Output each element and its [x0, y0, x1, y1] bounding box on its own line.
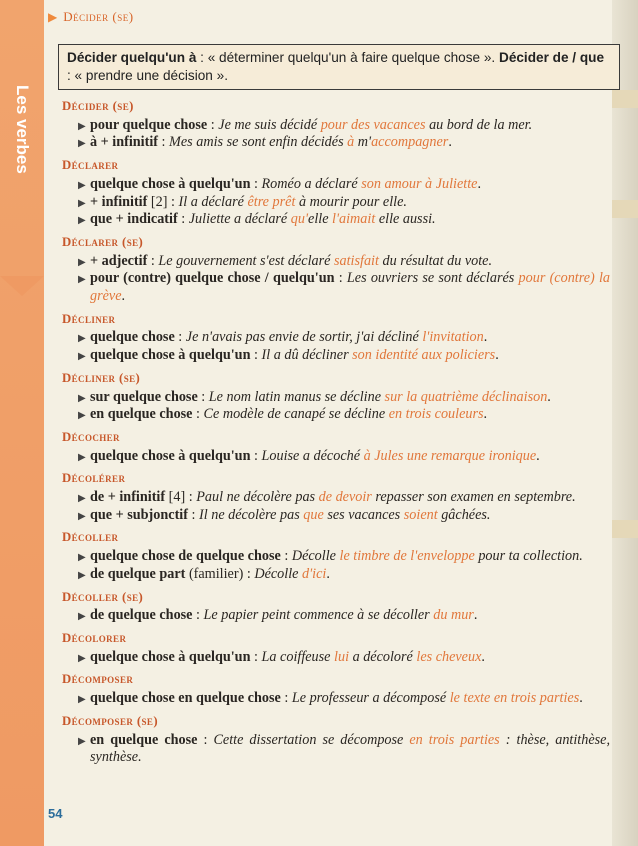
- example-text: Louise a décoché: [261, 447, 364, 464]
- construction-line: [62, 690, 610, 708]
- example-text: Mes amis se sont enfin décidés: [169, 134, 348, 151]
- construction: en quelque chose: [90, 731, 198, 748]
- construction-line: [62, 566, 610, 584]
- bullet-triangle-icon: ▶: [78, 735, 86, 747]
- example-text: Il ne décolère pas: [199, 506, 304, 523]
- construction: de quelque part: [90, 565, 186, 582]
- example-highlight: être prêt: [247, 193, 296, 210]
- example-text: Le nom latin manus se décline: [208, 388, 385, 405]
- example-highlight: son identité aux policiers: [352, 347, 496, 364]
- entry-headword: Décliner (se): [62, 370, 141, 385]
- entry-headword: Décomposer: [62, 672, 134, 687]
- construction: quelque chose en quelque chose: [90, 690, 281, 707]
- bullet-triangle-icon: ▶: [78, 493, 86, 505]
- entry-headword: Déclarer: [62, 158, 119, 173]
- construction: de + infinitif: [90, 489, 166, 506]
- separator-text: .: [579, 690, 583, 707]
- dictionary-entry: [62, 713, 610, 767]
- example-highlight: l'aimait: [332, 211, 376, 228]
- example-text: Les ouvriers se sont déclarés: [346, 270, 519, 287]
- separator-text: :: [197, 388, 209, 405]
- construction-line: [62, 329, 610, 347]
- construction: que + indicatif: [90, 211, 178, 228]
- example-highlight: à Jules une remarque ironique: [363, 447, 537, 464]
- definition-text-1: : « déterminer quelqu'un à faire quelque chose ».: [196, 50, 499, 65]
- dictionary-entry: [62, 311, 610, 365]
- construction-line: [62, 489, 610, 507]
- entry-headword: Décolorer: [62, 630, 127, 645]
- example-text: ses vacances: [323, 506, 404, 523]
- separator-text: [2] :: [147, 193, 179, 210]
- example-text: au bord de la mer.: [425, 116, 533, 133]
- side-tab: [0, 0, 44, 846]
- adjacent-page-edge: [612, 0, 638, 846]
- example-highlight: le texte en trois parties: [449, 690, 580, 707]
- construction-line: [62, 176, 610, 194]
- bullet-triangle-icon: ▶: [78, 215, 86, 227]
- separator-text: [4] :: [165, 489, 197, 506]
- dictionary-entry: [62, 370, 610, 424]
- construction-line: [62, 732, 610, 767]
- example-text: Il a dû décliner: [261, 347, 353, 364]
- example-highlight: les cheveux: [416, 648, 482, 665]
- construction: en quelque chose: [90, 406, 193, 423]
- separator-text: .: [495, 347, 499, 364]
- entries-list: [62, 98, 610, 772]
- example-highlight: de devoir: [318, 489, 372, 506]
- example-text: Le gouvernement s'est déclaré: [158, 252, 334, 269]
- construction-line: [62, 211, 610, 229]
- separator-text: (familier) :: [185, 565, 255, 582]
- example-text: m': [354, 134, 372, 151]
- construction: + infinitif: [90, 193, 148, 210]
- separator-text: .: [121, 288, 126, 305]
- example-text: Le professeur a décomposé: [291, 690, 450, 707]
- example-highlight: que: [303, 506, 324, 523]
- entry-headword: Décider (se): [62, 99, 134, 113]
- separator-text: :: [250, 347, 262, 364]
- construction: quelque chose à quelqu'un: [90, 648, 251, 665]
- bullet-triangle-icon: ▶: [78, 274, 86, 286]
- definition-text-2: : « prendre une décision ».: [67, 68, 228, 83]
- construction-line: [62, 134, 610, 152]
- separator-text: .: [483, 329, 488, 346]
- example-highlight: pour des vacances: [320, 116, 426, 133]
- separator-text: :: [250, 447, 262, 464]
- separator-text: .: [473, 607, 478, 624]
- example-highlight: soient: [403, 506, 438, 523]
- construction: pour (contre) quelque chose / quelqu'un: [90, 270, 335, 287]
- separator-text: :: [147, 252, 159, 269]
- page-number: 54: [48, 806, 63, 821]
- example-text: repasser son examen en septembre.: [371, 489, 576, 506]
- example-text: a décoloré: [349, 648, 417, 665]
- construction-line: [62, 406, 610, 424]
- dictionary-entry: [62, 470, 610, 524]
- bullet-triangle-icon: ▶: [78, 569, 86, 581]
- construction-line: [62, 117, 610, 135]
- example-text: Je me suis décidé: [218, 116, 321, 133]
- separator-text: :: [174, 329, 186, 346]
- example-highlight: accompagner: [371, 134, 449, 151]
- arrow-icon: ▶: [48, 9, 58, 24]
- example-highlight: en trois parties: [409, 731, 500, 748]
- bullet-triangle-icon: ▶: [78, 694, 86, 706]
- separator-text: :: [192, 607, 204, 624]
- entry-headword: Déclarer (se): [62, 234, 144, 249]
- entry-headword: Décoller (se): [62, 589, 144, 604]
- construction: + adjectif: [90, 252, 148, 269]
- separator-text: :: [280, 548, 292, 565]
- entry-headword: Décolérer: [62, 471, 126, 486]
- definition-term-1: Décider quelqu'un à: [67, 50, 197, 65]
- separator-text: :: [192, 406, 204, 423]
- separator-text: :: [207, 116, 219, 133]
- example-text: La coiffeuse: [261, 648, 335, 665]
- bullet-triangle-icon: ▶: [78, 179, 86, 191]
- construction: que + subjonctif: [90, 506, 188, 523]
- separator-text: :: [280, 690, 292, 707]
- construction: de quelque chose: [90, 607, 193, 624]
- bullet-triangle-icon: ▶: [78, 351, 86, 363]
- separator-text: .: [481, 648, 485, 665]
- entry-headword: Décocher: [62, 429, 120, 444]
- separator-text: .: [326, 565, 330, 582]
- definition-box: [58, 44, 620, 90]
- construction-line: [62, 507, 610, 525]
- dictionary-entry: [62, 589, 610, 625]
- separator-text: :: [250, 648, 262, 665]
- construction: pour quelque chose: [90, 116, 208, 133]
- construction: quelque chose à quelqu'un: [90, 347, 251, 364]
- construction: quelque chose de quelque chose: [90, 548, 281, 565]
- example-text: du résultat du vote.: [378, 252, 493, 269]
- bullet-triangle-icon: ▶: [78, 120, 86, 132]
- bullet-triangle-icon: ▶: [78, 333, 86, 345]
- bullet-triangle-icon: ▶: [78, 197, 86, 209]
- construction-line: [62, 548, 610, 566]
- example-text: Juliette a déclaré: [188, 211, 291, 228]
- example-text: Cette dissertation se décompose: [213, 731, 410, 748]
- example-text: à mourir pour elle.: [295, 193, 407, 210]
- construction: à + infinitif: [90, 134, 158, 151]
- construction-line: [62, 649, 610, 667]
- construction-line: [62, 194, 610, 212]
- dictionary-entry: [62, 98, 610, 152]
- separator-text: :: [250, 175, 262, 192]
- definition-term-2: Décider de / que: [499, 50, 605, 65]
- bullet-triangle-icon: ▶: [78, 256, 86, 268]
- example-highlight: le timbre de l'enveloppe: [339, 548, 475, 565]
- bullet-triangle-icon: ▶: [78, 392, 86, 404]
- example-highlight: son amour à Juliette: [361, 175, 478, 192]
- example-highlight: pour (contre) la grève: [90, 270, 610, 305]
- example-text: : thèse, antithèse, synthèse.: [90, 731, 610, 766]
- entry-headword: Décliner: [62, 311, 116, 326]
- side-tab-label: Les verbes: [13, 84, 32, 174]
- example-text: elle aussi.: [375, 211, 436, 228]
- construction: quelque chose à quelqu'un: [90, 447, 251, 464]
- separator-text: :: [158, 134, 170, 151]
- dictionary-entry: [62, 234, 610, 306]
- separator-text: :: [187, 506, 200, 523]
- separator-text: :: [197, 731, 214, 748]
- bullet-triangle-icon: ▶: [78, 552, 86, 564]
- example-highlight: à: [347, 134, 355, 151]
- example-text: Décolle: [254, 565, 302, 582]
- example-text: pour ta collection.: [474, 548, 583, 565]
- separator-text: .: [448, 134, 452, 151]
- bullet-triangle-icon: ▶: [78, 138, 86, 150]
- construction: quelque chose à quelqu'un: [90, 175, 251, 192]
- construction: quelque chose: [90, 329, 175, 346]
- dictionary-entry: [62, 671, 610, 707]
- bullet-triangle-icon: ▶: [78, 451, 86, 463]
- separator-text: .: [536, 447, 540, 464]
- example-highlight: l'invitation: [422, 329, 484, 346]
- separator-text: :: [334, 270, 347, 287]
- construction-line: [62, 389, 610, 407]
- dictionary-entry: [62, 429, 610, 465]
- entry-headword: Décoller: [62, 530, 119, 545]
- example-highlight: d'ici: [302, 565, 327, 582]
- example-text: Ce modèle de canapé se décline: [203, 406, 389, 423]
- example-highlight: sur la quatrième déclinaison: [384, 388, 548, 405]
- example-text: Il a déclaré: [178, 193, 248, 210]
- example-text: Décolle: [291, 548, 340, 565]
- example-text: Roméo a déclaré: [261, 175, 362, 192]
- example-text: gâchées.: [437, 506, 491, 523]
- example-text: Paul ne décolère pas: [196, 489, 319, 506]
- example-text: elle: [308, 211, 333, 228]
- example-highlight: satisfait: [333, 252, 379, 269]
- example-highlight: qu': [290, 211, 309, 228]
- running-header-text: Décider (se): [63, 9, 134, 24]
- separator-text: :: [177, 211, 189, 228]
- side-tab-pointer: [0, 276, 44, 296]
- example-highlight: en trois couleurs: [388, 406, 484, 423]
- example-highlight: lui: [334, 648, 350, 665]
- construction-line: [62, 347, 610, 365]
- example-highlight: du mur: [433, 607, 474, 624]
- separator-text: .: [477, 175, 481, 192]
- example-text: Le papier peint commence à se décoller: [203, 607, 434, 624]
- entry-headword: Décomposer (se): [62, 713, 158, 728]
- example-text: Je n'avais pas envie de sortir, j'ai décliné: [185, 329, 423, 346]
- construction: sur quelque chose: [90, 388, 198, 405]
- separator-text: .: [483, 406, 488, 423]
- running-header: [44, 4, 134, 30]
- bullet-triangle-icon: ▶: [78, 652, 86, 664]
- dictionary-entry: [62, 529, 610, 583]
- construction-line: [62, 448, 610, 466]
- bullet-triangle-icon: ▶: [78, 410, 86, 422]
- dictionary-entry: [62, 157, 610, 229]
- construction-line: [62, 253, 610, 271]
- construction-line: [62, 270, 610, 305]
- dictionary-entry: [62, 630, 610, 666]
- bullet-triangle-icon: ▶: [78, 510, 86, 522]
- bullet-triangle-icon: ▶: [78, 611, 86, 623]
- construction-line: [62, 607, 610, 625]
- separator-text: .: [547, 388, 551, 405]
